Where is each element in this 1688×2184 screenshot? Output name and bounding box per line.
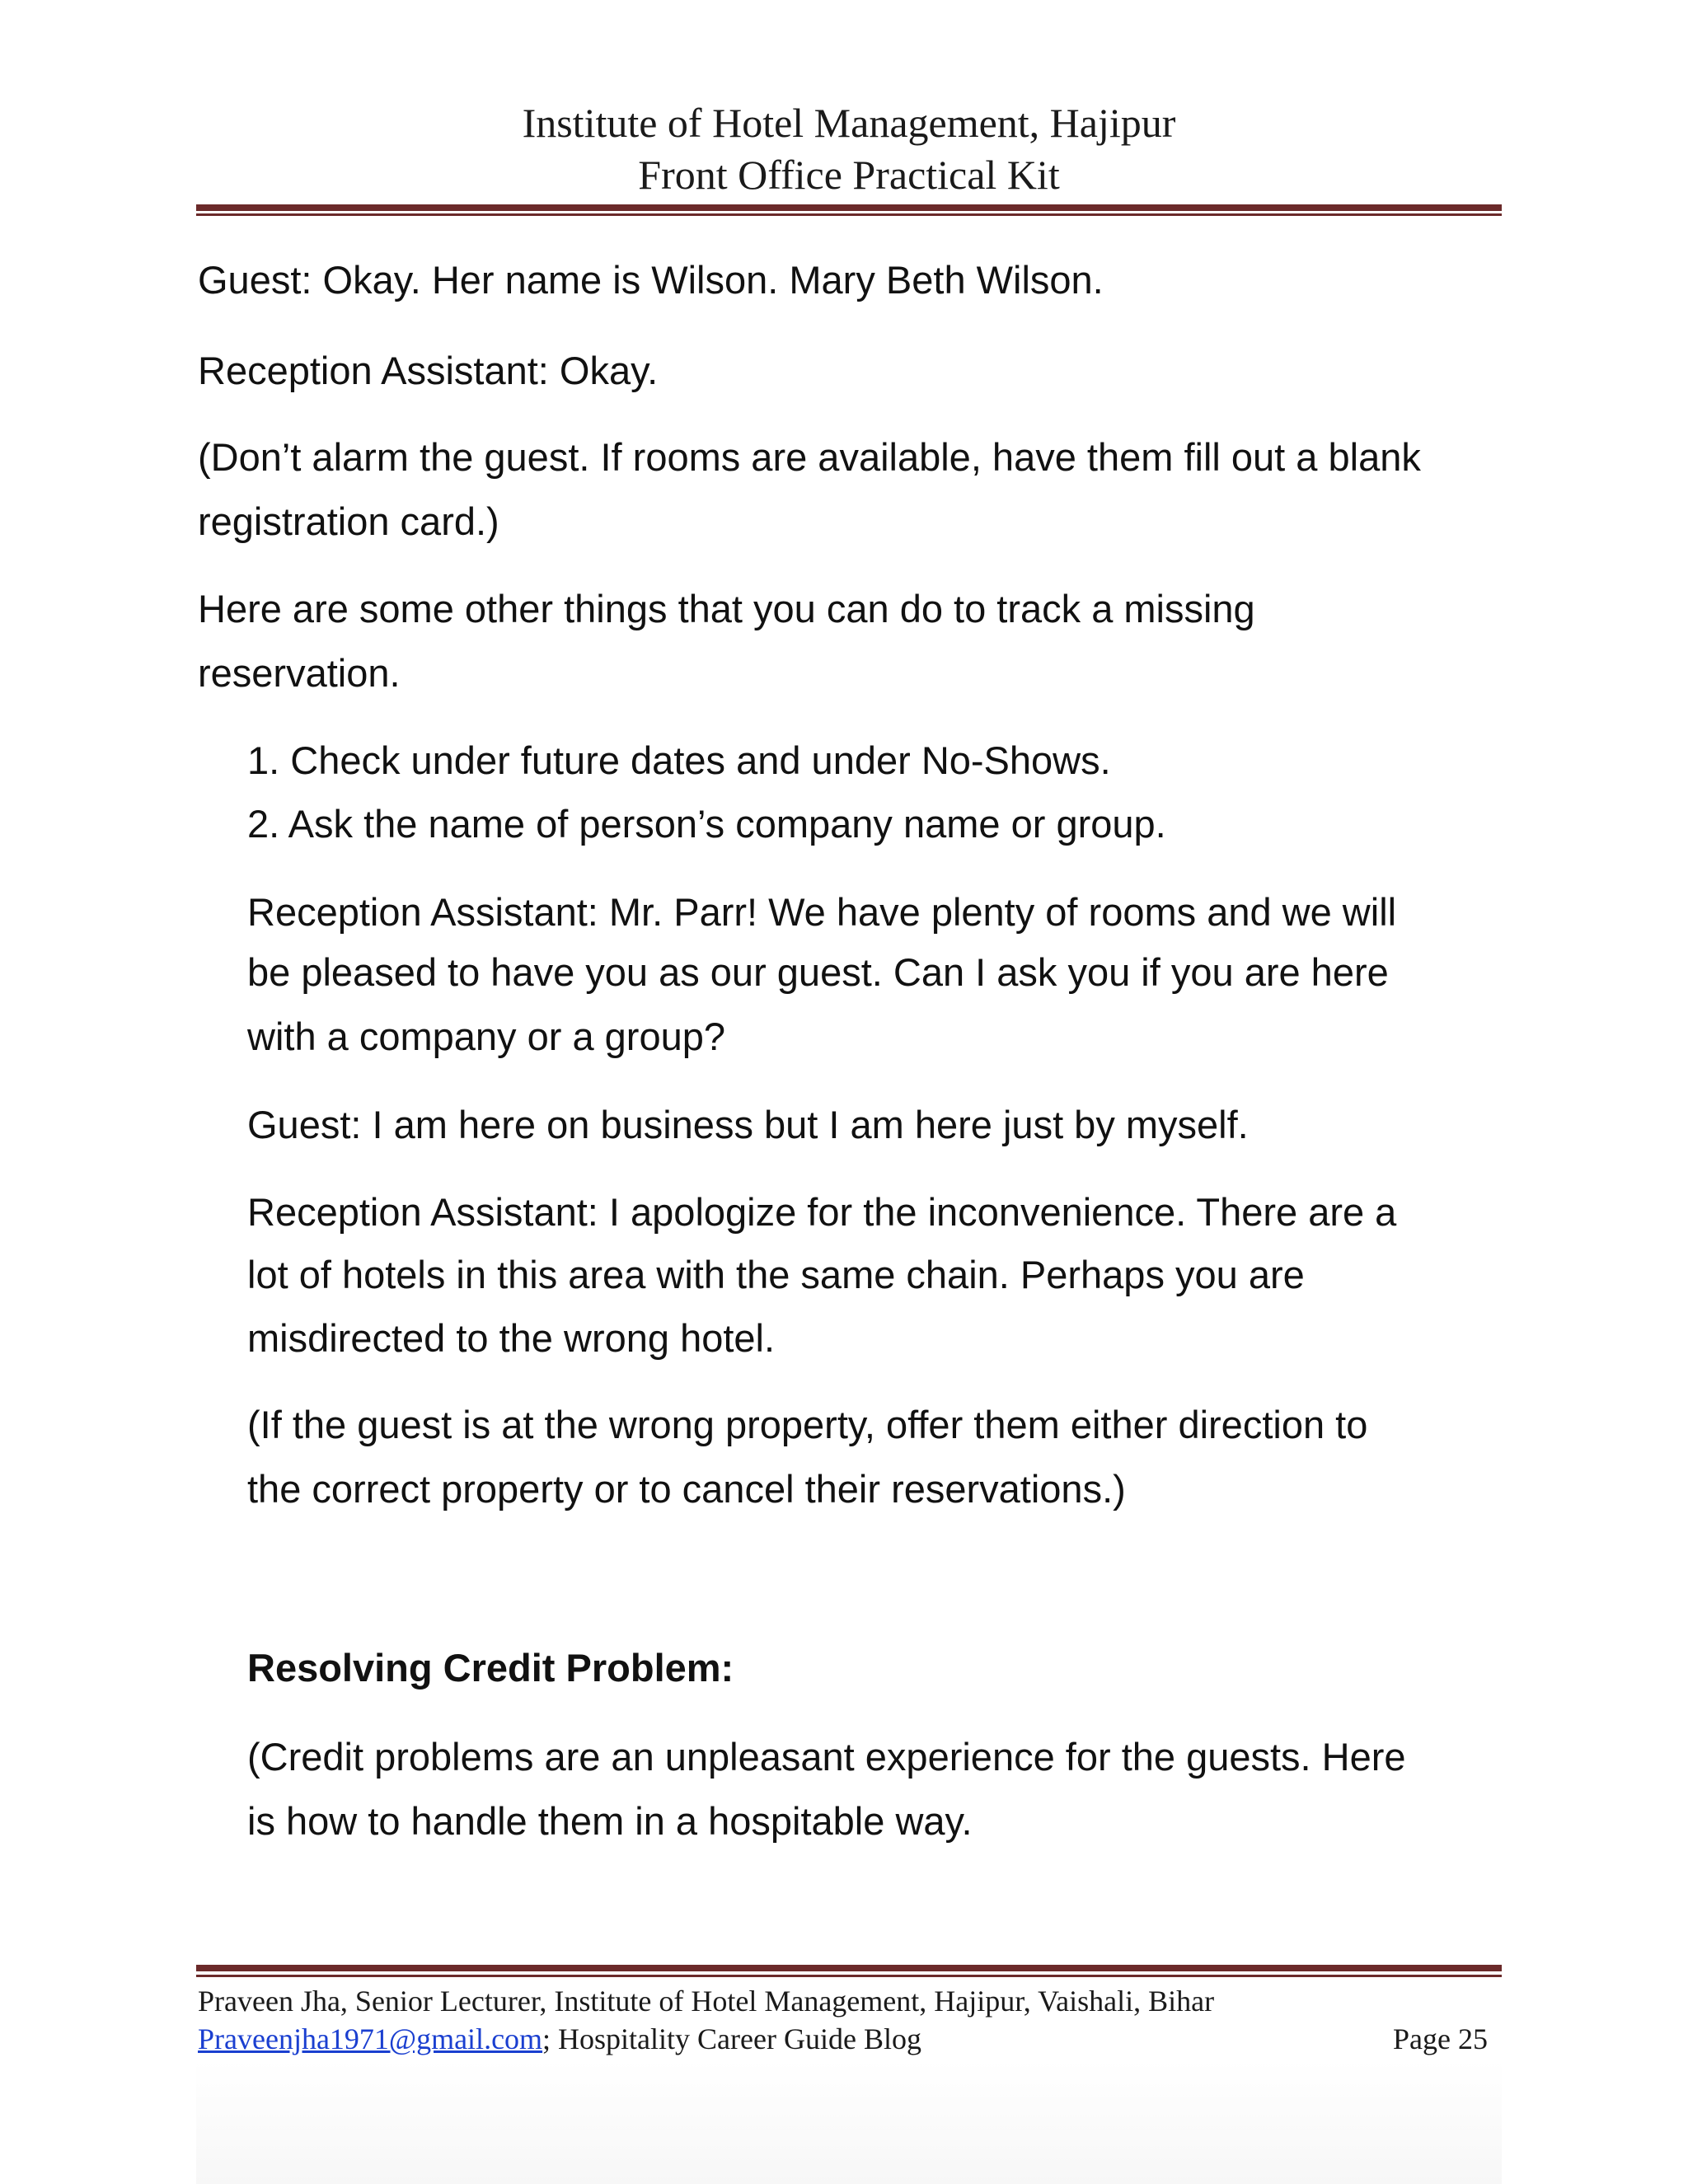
paragraph-wrong-property-line1: (If the guest is at the wrong property, offer them either direction to (247, 1403, 1368, 1446)
paragraph-credit-line2: is how to handle them in a hospitable way. (247, 1799, 973, 1843)
footer-email-link[interactable]: Praveenjha1971@gmail.com (198, 2022, 543, 2055)
paragraph-reception-okay: Reception Assistant: Okay. (198, 349, 659, 392)
paragraph-dont-alarm-line2: registration card.) (198, 499, 499, 543)
header-title: Front Office Practical Kit (638, 152, 1060, 198)
footer-author-line: Praveen Jha, Senior Lecturer, Institute of Hotel Management, Hajipur, Vaishali, Bihar (198, 1985, 1215, 2018)
footer-rule-thick (196, 1965, 1502, 1971)
paragraph-other-things-line2: reservation. (198, 651, 401, 695)
paragraph-wrong-property-line2: the correct property or to cancel their reservations.) (247, 1467, 1126, 1511)
paragraph-guest-business: Guest: I am here on business but I am here just by myself. (247, 1103, 1249, 1146)
paragraph-dont-alarm-line1: (Don’t alarm the guest. If rooms are available, have them fill out a blank (198, 435, 1421, 479)
paragraph-credit-line1: (Credit problems are an unpleasant experience for the guests. Here (247, 1735, 1406, 1779)
list-item-2: 2. Ask the name of person’s company name or group. (247, 802, 1166, 846)
footer-blog-name: ; Hospitality Career Guide Blog (542, 2022, 921, 2055)
footer-shade (196, 2060, 1502, 2184)
footer-rule-thin (196, 1975, 1502, 1977)
page-header (198, 97, 1500, 201)
paragraph-mr-parr-line3: with a company or a group? (247, 1015, 725, 1058)
paragraph-apologize-line3: misdirected to the wrong hotel. (247, 1316, 776, 1360)
header-rule-thick (196, 204, 1502, 211)
paragraph-mr-parr-line2: be pleased to have you as our guest. Can I ask you if you are here (247, 950, 1389, 994)
paragraph-other-things-line1: Here are some other things that you can do to track a missing (198, 587, 1255, 630)
paragraph-mr-parr-line1: Reception Assistant: Mr. Parr! We have plenty of rooms and we will (247, 890, 1397, 934)
header-rule-thin (196, 213, 1502, 216)
footer-contact-line (198, 2020, 921, 2058)
list-item-1: 1. Check under future dates and under No-Shows. (247, 738, 1111, 782)
header-institute: Institute of Hotel Management, Hajipur (522, 100, 1176, 146)
section-heading-credit-problem: Resolving Credit Problem: (247, 1646, 734, 1690)
paragraph-guest-name: Guest: Okay. Her name is Wilson. Mary Beth Wilson. (198, 258, 1104, 302)
paragraph-apologize-line1: Reception Assistant: I apologize for the inconvenience. There are a (247, 1190, 1397, 1234)
footer-page-number: Page 25 (1393, 2022, 1488, 2055)
paragraph-apologize-line2: lot of hotels in this area with the same chain. Perhaps you are (247, 1253, 1305, 1296)
